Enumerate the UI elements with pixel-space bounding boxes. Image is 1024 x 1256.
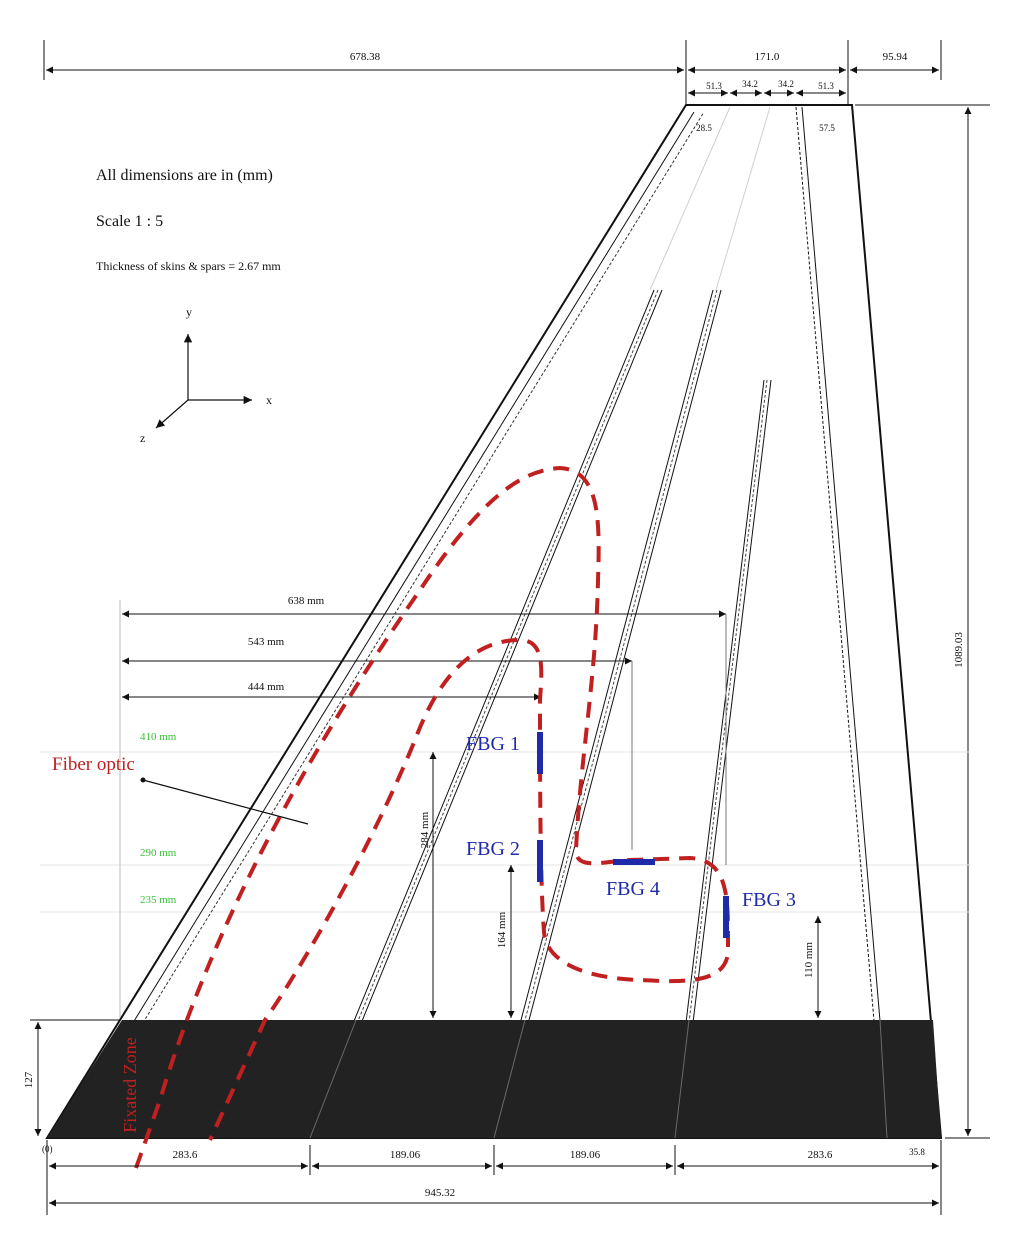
level-410: 410 mm <box>140 731 177 743</box>
construction-line <box>716 107 770 290</box>
dim-root-b2: 189.06 <box>389 1149 421 1161</box>
spar-1 <box>306 290 662 1138</box>
top-dimensions <box>44 40 941 105</box>
rear-spar <box>796 107 890 1138</box>
dim-middle-overall: 171.0 <box>754 51 780 63</box>
dim-span-height: 1089.03 <box>953 632 965 668</box>
dim-seg-3: 34.2 <box>778 79 794 89</box>
construction-line <box>650 107 730 290</box>
scale-note: Scale 1 : 5 <box>96 213 164 230</box>
axis-label-x: x <box>266 393 272 407</box>
axis-triad <box>156 334 252 428</box>
dim-110: 110 mm <box>803 942 815 978</box>
dim-seg-1: 51.3 <box>706 81 722 91</box>
span-dimension <box>855 105 990 1138</box>
dim-root-overall: 945.32 <box>424 1187 456 1199</box>
dim-right-overall: 95.94 <box>882 51 908 63</box>
fbg4-marker <box>613 859 655 865</box>
level-235: 235 mm <box>140 894 177 906</box>
dim-root-height: 127 <box>23 1071 35 1089</box>
dim-638: 638 mm <box>287 595 325 607</box>
fbg2-label: FBG 2 <box>466 838 520 860</box>
fiber-optic-label: Fiber optic <box>52 754 135 775</box>
location-dimensions <box>120 600 726 1018</box>
level-290: 290 mm <box>140 847 177 859</box>
dim-164: 164 mm <box>496 911 508 949</box>
fbg4-label: FBG 4 <box>606 878 660 900</box>
reference-lines <box>40 752 970 912</box>
fiber-leader-dot <box>141 778 146 783</box>
dim-root-origin: (0) <box>42 1144 53 1154</box>
fbg2-marker <box>537 840 543 882</box>
fbg3-marker <box>723 896 729 938</box>
dim-seg-2: 34.2 <box>742 79 758 89</box>
dim-seg-4: 51.3 <box>818 81 834 91</box>
fbg1-label: FBG 1 <box>466 733 520 755</box>
fiber-leader-line <box>143 780 308 824</box>
dim-root-b1: 283.6 <box>172 1149 198 1161</box>
fixated-zone-label: Fixated Zone <box>120 1037 140 1133</box>
dim-sub-left: 28.5 <box>696 123 712 133</box>
axis-label-y: y <box>186 305 192 319</box>
fbg1-marker <box>537 732 543 774</box>
dim-left-overall: 678.38 <box>349 51 381 63</box>
dim-root-b5: 35.8 <box>909 1147 925 1157</box>
thickness-note: Thickness of skins & spars = 2.67 mm <box>96 259 281 273</box>
fbg3-label: FBG 3 <box>742 889 796 911</box>
dim-root-b3: 189.06 <box>569 1149 601 1161</box>
dim-444: 444 mm <box>247 681 285 693</box>
dim-543: 543 mm <box>247 636 285 648</box>
dim-root-b4: 283.6 <box>807 1149 833 1161</box>
dim-284: 284 mm <box>419 811 431 849</box>
dim-sub-right: 57.5 <box>819 123 835 133</box>
units-note: All dimensions are in (mm) <box>96 167 273 184</box>
axis-label-z: z <box>140 431 146 445</box>
